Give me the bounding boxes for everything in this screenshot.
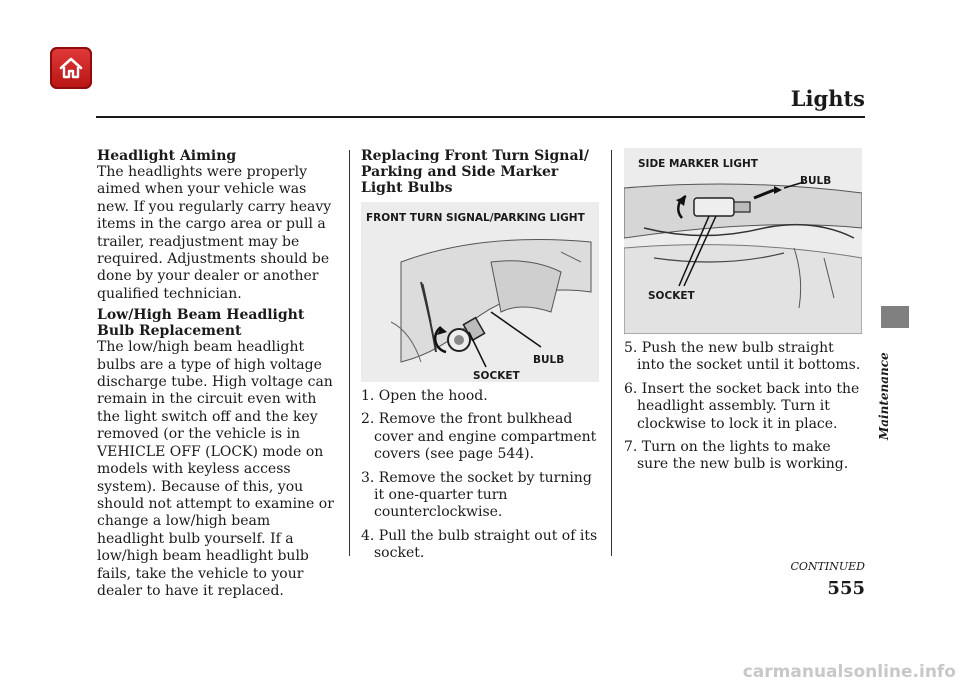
step-item: 5. Push the new bulb straight into the socket until it bottoms.: [624, 340, 861, 374]
column-middle: [361, 148, 601, 569]
step-item: 4. Pull the bulb straight out of its socket.: [361, 527, 598, 562]
home-button[interactable]: [50, 47, 92, 89]
paragraph-bulb-replacement: The low/high beam headlight bulbs are a type of high voltage discharge tube. High voltage can remain in the circuit even with the light switch off and the key removed (or the vehicle is in VEHICLE OFF (LOCK) mode on models with keyless access system). Because of this, you should not attempt to examine or change a low/high beam headlight bulb yourself. If a low/high beam headlight bulb fails, take the vehicle to your dealer to have it replaced.: [97, 339, 334, 599]
steps-list-1: [361, 388, 601, 563]
step-item: 6. Insert the socket back into the headlight assembly. Turn it clockwise to lock it in place.: [624, 380, 860, 432]
chapter-tab[interactable]: [881, 306, 909, 328]
continued-label: CONTINUED: [790, 560, 865, 573]
heading-replacing-bulbs: Replacing Front Turn Signal/ Parking and Side Marker Light Bulbs: [361, 148, 589, 196]
label-socket: SOCKET: [648, 290, 695, 302]
column-left: [97, 148, 337, 600]
home-icon: [57, 54, 85, 82]
heading-headlight-aiming: Headlight Aiming: [97, 148, 237, 164]
step-item: 2. Remove the front bulkhead cover and engine compartment covers (see page 544).: [361, 411, 597, 463]
step-item: 3. Remove the socket by turning it one-quarter turn counterclockwise.: [361, 469, 592, 521]
column-right: [624, 148, 864, 480]
watermark: carmanualsonline.info: [742, 662, 956, 682]
step-item: 7. Turn on the lights to make sure the new bulb is working.: [624, 439, 849, 473]
steps-list-2: [624, 340, 864, 474]
figure-title-side-marker: SIDE MARKER LIGHT: [638, 158, 758, 170]
label-bulb: BULB: [800, 175, 832, 187]
figure-side-marker: [624, 148, 862, 334]
title-rule: [96, 116, 865, 118]
figure-title-front-turn-signal: FRONT TURN SIGNAL/PARKING LIGHT: [366, 212, 585, 224]
figure-front-turn-signal: [361, 202, 599, 382]
column-divider: [349, 150, 350, 556]
paragraph-headlight-aiming: The headlights were properly aimed when your vehicle was new. If you regularly carry heavy items in the cargo area or pull a trailer, readjustment may be required. Adjustments should be done by your dealer or another qualified technician.: [97, 164, 332, 302]
label-bulb: BULB: [533, 354, 565, 366]
page-number: 555: [827, 578, 865, 599]
heading-bulb-replacement: Low/High Beam Headlight Bulb Replacement: [97, 307, 305, 340]
section-title: Lights: [790, 86, 865, 111]
step-item: 1. Open the hood.: [361, 388, 488, 404]
chapter-label: Maintenance: [877, 352, 891, 440]
column-divider: [611, 150, 612, 556]
label-socket: SOCKET: [473, 370, 520, 382]
